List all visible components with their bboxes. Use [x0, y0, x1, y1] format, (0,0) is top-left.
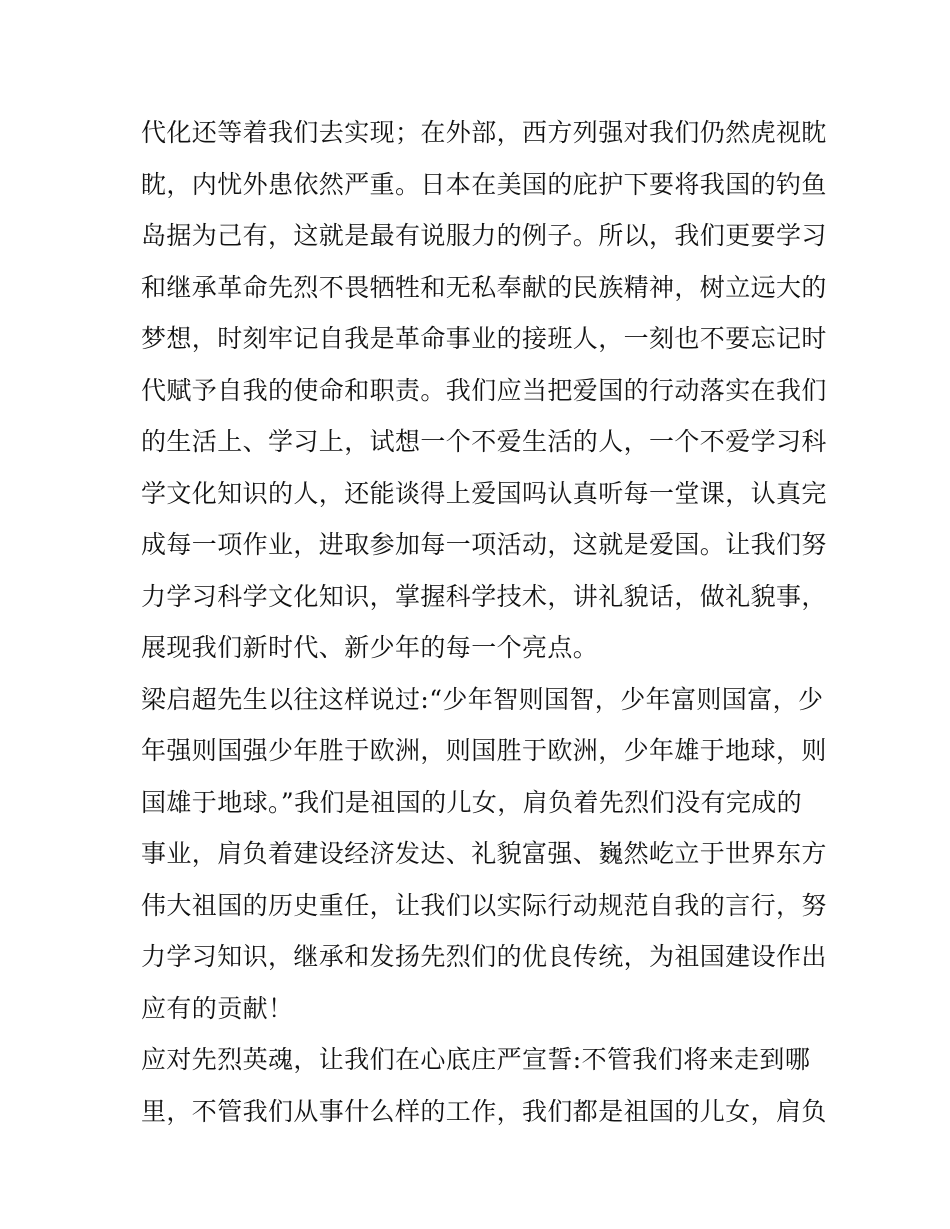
text-line: 代化还等着我们去实现；在外部，西方列强对我们仍然虎视眈 — [141, 118, 827, 147]
text-line: 国雄于地球。”我们是祖国的儿女，肩负着先烈们没有完成的 — [141, 787, 803, 817]
text-line: 学文化知识的人，还能谈得上爱国吗认真听每一堂课，认真完 — [141, 478, 827, 508]
document-body — [141, 107, 827, 1137]
text-line: 应对先烈英魂，让我们在心底庄严宣誓:不管我们将来走到哪 — [141, 1045, 811, 1074]
text-line: 应有的贡献！ — [141, 993, 294, 1023]
text-line: 展现我们新时代、新少年的每一个亮点。 — [141, 633, 599, 662]
text-line: 力学习知识，继承和发扬先烈们的优良传统，为祖国建设作出 — [141, 942, 827, 971]
text-line: 的生活上、学习上，试想一个不爱生活的人，一个不爱学习科 — [141, 427, 827, 456]
text-line: 事业，肩负着建设经济发达、礼貌富强、巍然屹立于世界东方 — [141, 839, 827, 868]
text-line: 眈，内忧外患依然严重。日本在美国的庇护下要将我国的钓鱼 — [141, 169, 827, 199]
text-line: 岛据为己有，这就是最有说服力的例子。所以，我们更要学习 — [141, 221, 827, 250]
text-line: 伟大祖国的历史重任，让我们以实际行动规范自我的言行，努 — [141, 890, 827, 920]
text-line: 代赋予自我的使命和职责。我们应当把爱国的行动落实在我们 — [141, 375, 827, 405]
text-line: 力学习科学文化知识，掌握科学技术，讲礼貌话，做礼貌事， — [141, 581, 827, 611]
text-line: 年强则国强少年胜于欧洲，则国胜于欧洲，少年雄于地球，则 — [141, 736, 827, 765]
text-line: 梁启超先生以往这样说过:“少年智则国智，少年富则国富，少 — [141, 684, 824, 714]
text-line: 成每一项作业，进取参加每一项活动，这就是爱国。让我们努 — [141, 530, 827, 559]
text-line: 梦想，时刻牢记自我是革命事业的接班人，一刻也不要忘记时 — [141, 324, 827, 353]
text-line: 里，不管我们从事什么样的工作，我们都是祖国的儿女，肩负 — [141, 1096, 827, 1126]
text-line: 和继承革命先烈不畏牺牲和无私奉献的民族精神，树立远大的 — [141, 272, 827, 302]
